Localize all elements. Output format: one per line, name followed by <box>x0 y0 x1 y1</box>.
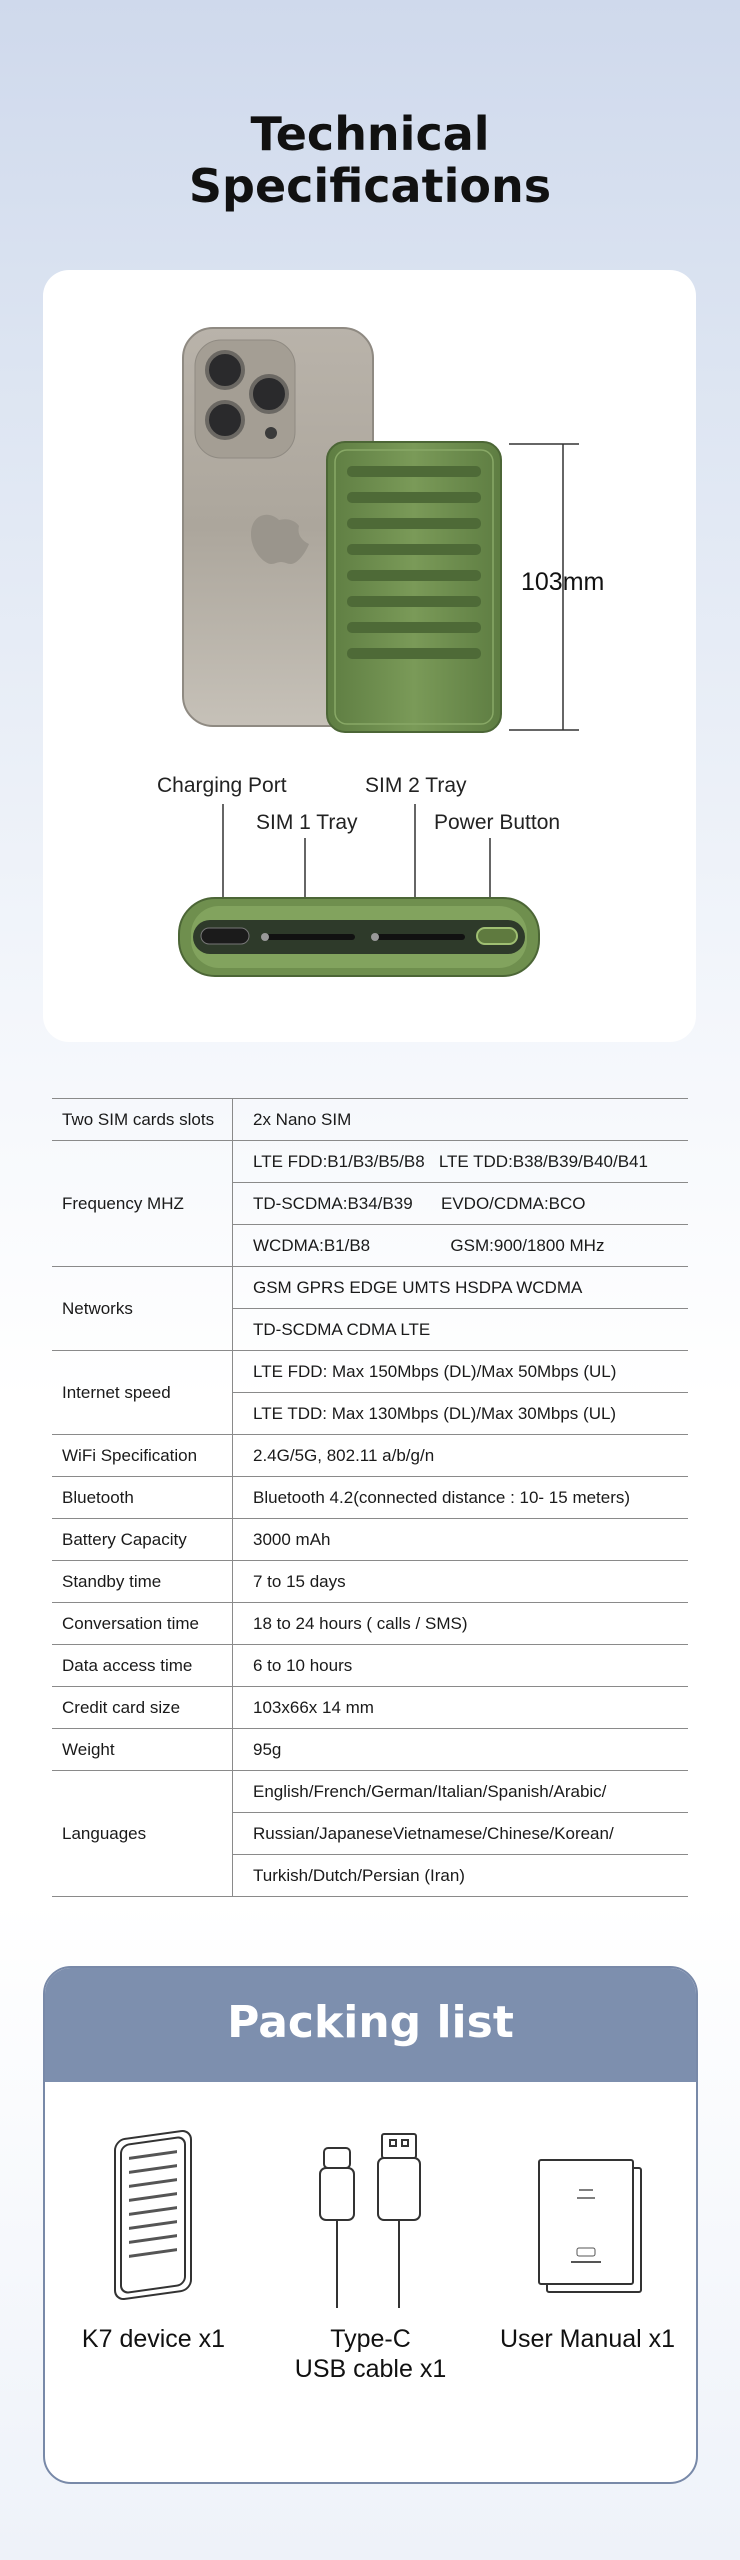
spec-row <box>52 1099 688 1141</box>
spec-label: Bluetooth <box>52 1477 233 1519</box>
packing-item-device <box>45 2098 262 2468</box>
spec-value: 2.4G/5G, 802.11 a/b/g/n <box>233 1435 689 1477</box>
sim2-tray-label: SIM 2 Tray <box>365 774 467 797</box>
power-button-label: Power Button <box>434 811 561 834</box>
spec-value: 18 to 24 hours ( calls / SMS) <box>233 1603 689 1645</box>
device-image <box>327 442 501 732</box>
usb-cable-icon <box>262 2098 479 2318</box>
packing-item-label: Type-C USB cable x1 <box>294 2325 447 2383</box>
spec-label: Conversation time <box>52 1603 233 1645</box>
packing-list <box>43 1966 698 2484</box>
spec-row <box>52 1645 688 1687</box>
spec-value: WCDMA:B1/B8 GSM:900/1800 MHz <box>233 1225 689 1267</box>
page-title: Technical Specifications <box>188 107 552 213</box>
spec-label: Credit card size <box>52 1687 233 1729</box>
spec-row <box>52 1267 688 1309</box>
spec-label: Standby time <box>52 1561 233 1603</box>
spec-value: 95g <box>233 1729 689 1771</box>
packing-title: Packing list <box>45 1968 696 2082</box>
spec-row <box>52 1561 688 1603</box>
spec-row <box>52 1519 688 1561</box>
spec-value: English/French/German/Italian/Spanish/Arabic/ <box>233 1771 689 1813</box>
packing-item-manual <box>479 2098 696 2468</box>
spec-row <box>52 1141 688 1183</box>
spec-row <box>52 1351 688 1393</box>
spec-label: Networks <box>52 1267 233 1351</box>
spec-label: Weight <box>52 1729 233 1771</box>
spec-label: Data access time <box>52 1645 233 1687</box>
spec-label: Languages <box>52 1771 233 1897</box>
spec-value: 6 to 10 hours <box>233 1645 689 1687</box>
spec-value: 3000 mAh <box>233 1519 689 1561</box>
spec-value: TD-SCDMA:B34/B39 EVDO/CDMA:BCO <box>233 1183 689 1225</box>
spec-label: Two SIM cards slots <box>52 1099 233 1141</box>
product-diagram <box>43 270 696 1042</box>
spec-value: LTE TDD: Max 130Mbps (DL)/Max 30Mbps (UL) <box>233 1393 689 1435</box>
spec-value: LTE FDD: Max 150Mbps (DL)/Max 50Mbps (UL) <box>233 1351 689 1393</box>
device-icon <box>45 2098 262 2318</box>
spec-value: 7 to 15 days <box>233 1561 689 1603</box>
spec-label: Battery Capacity <box>52 1519 233 1561</box>
charging-port-label: Charging Port <box>157 774 287 797</box>
spec-label: WiFi Specification <box>52 1435 233 1477</box>
spec-value: LTE FDD:B1/B3/B5/B8 LTE TDD:B38/B39/B40/B41 <box>233 1141 689 1183</box>
spec-value: Bluetooth 4.2(connected distance : 10- 15 meters) <box>233 1477 689 1519</box>
height-label: 103mm <box>521 568 605 596</box>
packing-item-label: User Manual x1 <box>499 2325 676 2353</box>
spec-label: Frequency MHZ <box>52 1141 233 1267</box>
spec-table <box>52 1098 688 1897</box>
manual-icon <box>479 2098 696 2318</box>
spec-label: Internet speed <box>52 1351 233 1435</box>
spec-row <box>52 1603 688 1645</box>
packing-item-cable <box>262 2098 479 2468</box>
spec-value: Russian/JapaneseVietnamese/Chinese/Korean/ <box>233 1813 689 1855</box>
spec-value: 2x Nano SIM <box>233 1099 689 1141</box>
spec-row <box>52 1729 688 1771</box>
device-side-view <box>179 898 539 976</box>
spec-value: GSM GPRS EDGE UMTS HSDPA WCDMA <box>233 1267 689 1309</box>
spec-value: TD-SCDMA CDMA LTE <box>233 1309 689 1351</box>
spec-value: 103x66x 14 mm <box>233 1687 689 1729</box>
spec-row <box>52 1687 688 1729</box>
packing-item-label: K7 device x1 <box>81 2325 226 2353</box>
spec-row <box>52 1771 688 1813</box>
sim1-tray-label: SIM 1 Tray <box>256 811 358 834</box>
product-diagram-card <box>43 270 696 1042</box>
spec-value: Turkish/Dutch/Persian (Iran) <box>233 1855 689 1897</box>
spec-row <box>52 1435 688 1477</box>
spec-row <box>52 1477 688 1519</box>
